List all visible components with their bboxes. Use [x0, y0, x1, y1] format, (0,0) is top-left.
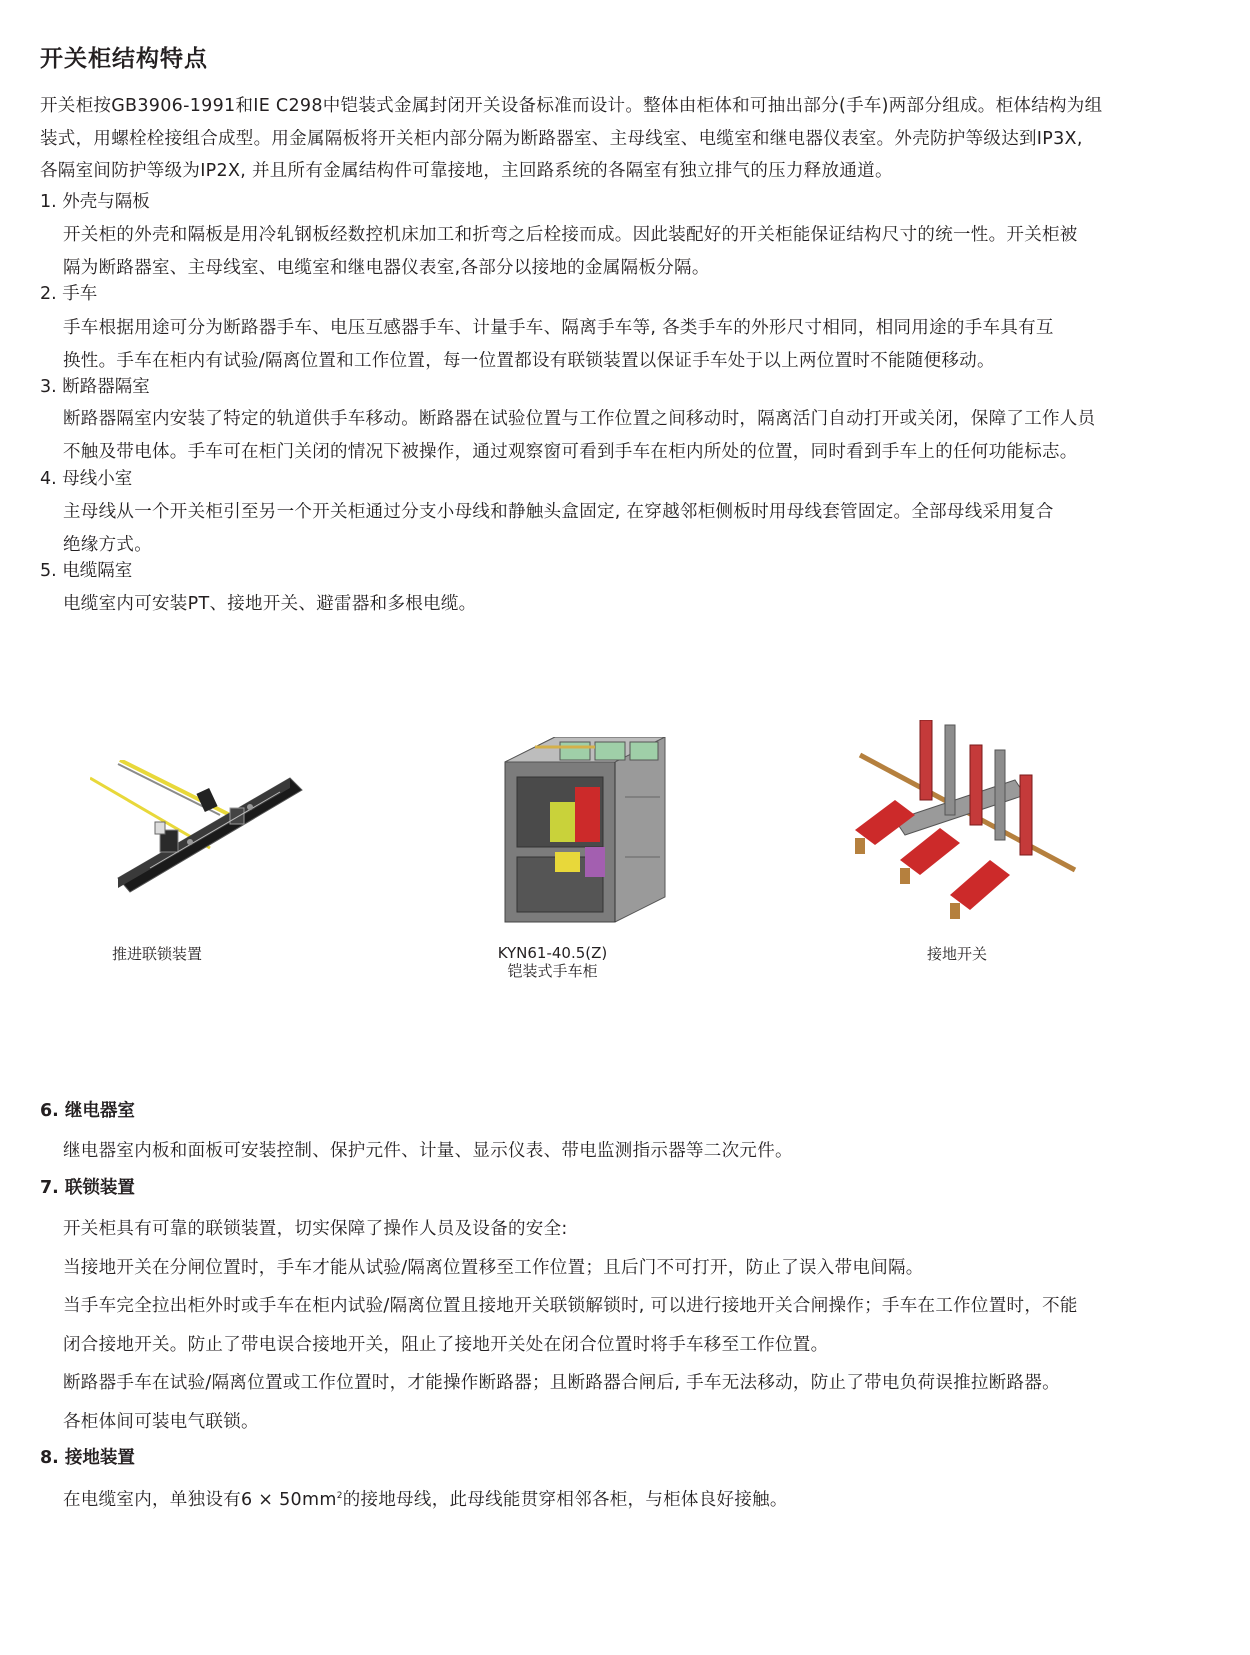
body-line: 断路器隔室内安装了特定的轨道供手车移动。断路器在试验位置与工作位置之间移动时，隔离活门自动打开或关闭，保障了工作人员 — [63, 409, 1096, 429]
section-4-heading: 4. 母线小室 — [40, 469, 133, 489]
body-text: 在电缆室内，单独设有6 × 50mm — [63, 1490, 337, 1510]
cabinet-caption — [495, 944, 610, 980]
section-5-body — [63, 588, 476, 621]
superscript: 2 — [336, 1491, 343, 1502]
body-line: 闭合接地开关。防止了带电误合接地开关，阻止了接地开关处在闭合位置时将手车移至工作位置。 — [63, 1334, 829, 1355]
section-8-heading: 8. 接地装置 — [40, 1448, 135, 1468]
intro-line: 开关柜按GB3906-1991和IE C298中铠装式金属封闭开关设备标准而设计。整体由柜体和可抽出部分(手车)两部分组成。柜体结构为组 — [40, 96, 1103, 116]
section-4-body — [63, 496, 1054, 561]
section-6-heading: 6. 继电器室 — [40, 1101, 135, 1121]
body-line: 不触及带电体。手车可在柜门关闭的情况下被操作，通过观察窗可看到手车在柜内所处的位置，同时看到手车上的任何功能标志。 — [63, 441, 1078, 462]
body-line: 电缆室内可安装PT、接地开关、避雷器和多根电缆。 — [63, 594, 477, 614]
section-2-heading: 2. 手车 — [40, 284, 98, 304]
intro-line: 各隔室间防护等级为IP2X, 并且所有金属结构件可靠接地，主回路系统的各隔室有独立排气的压力释放通道。 — [40, 161, 893, 181]
body-line: 继电器室内板和面板可安装控制、保护元件、计量、显示仪表、带电监测指示器等二次元件。 — [63, 1141, 793, 1161]
body-line: 当手车完全拉出柜外时或手车在柜内试验/隔离位置且接地开关联锁解锁时, 可以进行接地开关合闸操作；手车在工作位置时，不能 — [63, 1296, 1078, 1316]
section-3-body — [63, 403, 1095, 468]
body-text: 的接地母线，此母线能贯穿相邻各柜，与柜体良好接触。 — [342, 1490, 788, 1510]
section-2-body — [63, 312, 1054, 377]
body-line: 换性。手车在柜内有试验/隔离位置和工作位置，每一位置都设有联锁装置以保证手车处于以上两位置时不能随便移动。 — [63, 350, 995, 371]
section-5-heading: 5. 电缆隔室 — [40, 561, 133, 581]
body-line: 开关柜具有可靠的联锁装置，切实保障了操作人员及设备的安全: — [63, 1219, 568, 1239]
intro-paragraph — [40, 90, 1102, 188]
intro-line: 装式，用螺栓栓接组合成型。用金属隔板将开关柜内部分隔为断路器室、主母线室、电缆室和继电器仪表室。外壳防护等级达到IP3X, — [40, 128, 1083, 149]
section-6-body — [63, 1135, 793, 1168]
body-line — [63, 1484, 788, 1517]
body-line: 开关柜的外壳和隔板是用冷轧钢板经数控机床加工和折弯之后栓接而成。因此装配好的开关柜能保证结构尺寸的统一性。开关柜被 — [63, 225, 1078, 245]
earthing-switch-illustration — [855, 720, 1080, 920]
interlock-caption: 推进联锁装置 — [112, 945, 203, 963]
section-7-heading: 7. 联锁装置 — [40, 1178, 135, 1198]
body-line: 断路器手车在试验/隔离位置或工作位置时，才能操作断路器；且断路器合闸后, 手车无法移动，防止了带电负荷误推拉断路器。 — [63, 1373, 1060, 1393]
switchgear-cabinet-illustration — [495, 737, 675, 952]
body-line: 主母线从一个开关柜引至另一个开关柜通过分支小母线和静触头盒固定, 在穿越邻柜侧板时用母线套管固定。全部母线采用复合 — [63, 502, 1054, 522]
interlock-device-illustration — [90, 760, 320, 910]
section-1-body — [63, 219, 1078, 284]
page-title: 开关柜结构特点 — [40, 46, 208, 72]
body-line: 各柜体间可装电气联锁。 — [63, 1411, 259, 1432]
cabinet-type: 铠装式手车柜 — [507, 962, 598, 980]
cabinet-model: KYN61-40.5(Z) — [497, 944, 608, 962]
section-3-heading: 3. 断路器隔室 — [40, 377, 150, 397]
section-1-heading: 1. 外壳与隔板 — [40, 192, 150, 212]
body-line: 当接地开关在分闸位置时，手车才能从试验/隔离位置移至工作位置；且后门不可打开，防止了误入带电间隔。 — [63, 1257, 924, 1278]
section-7-body — [63, 1210, 1078, 1441]
body-line: 手车根据用途可分为断路器手车、电压互感器手车、计量手车、隔离手车等, 各类手车的外形尺寸相同，相同用途的手车具有互 — [63, 318, 1054, 338]
body-line: 隔为断路器室、主母线室、电缆室和继电器仪表室,各部分以接地的金属隔板分隔。 — [63, 257, 710, 278]
earthing-switch-caption: 接地开关 — [927, 945, 988, 963]
body-line: 绝缘方式。 — [63, 534, 152, 555]
section-8-body — [63, 1484, 788, 1517]
